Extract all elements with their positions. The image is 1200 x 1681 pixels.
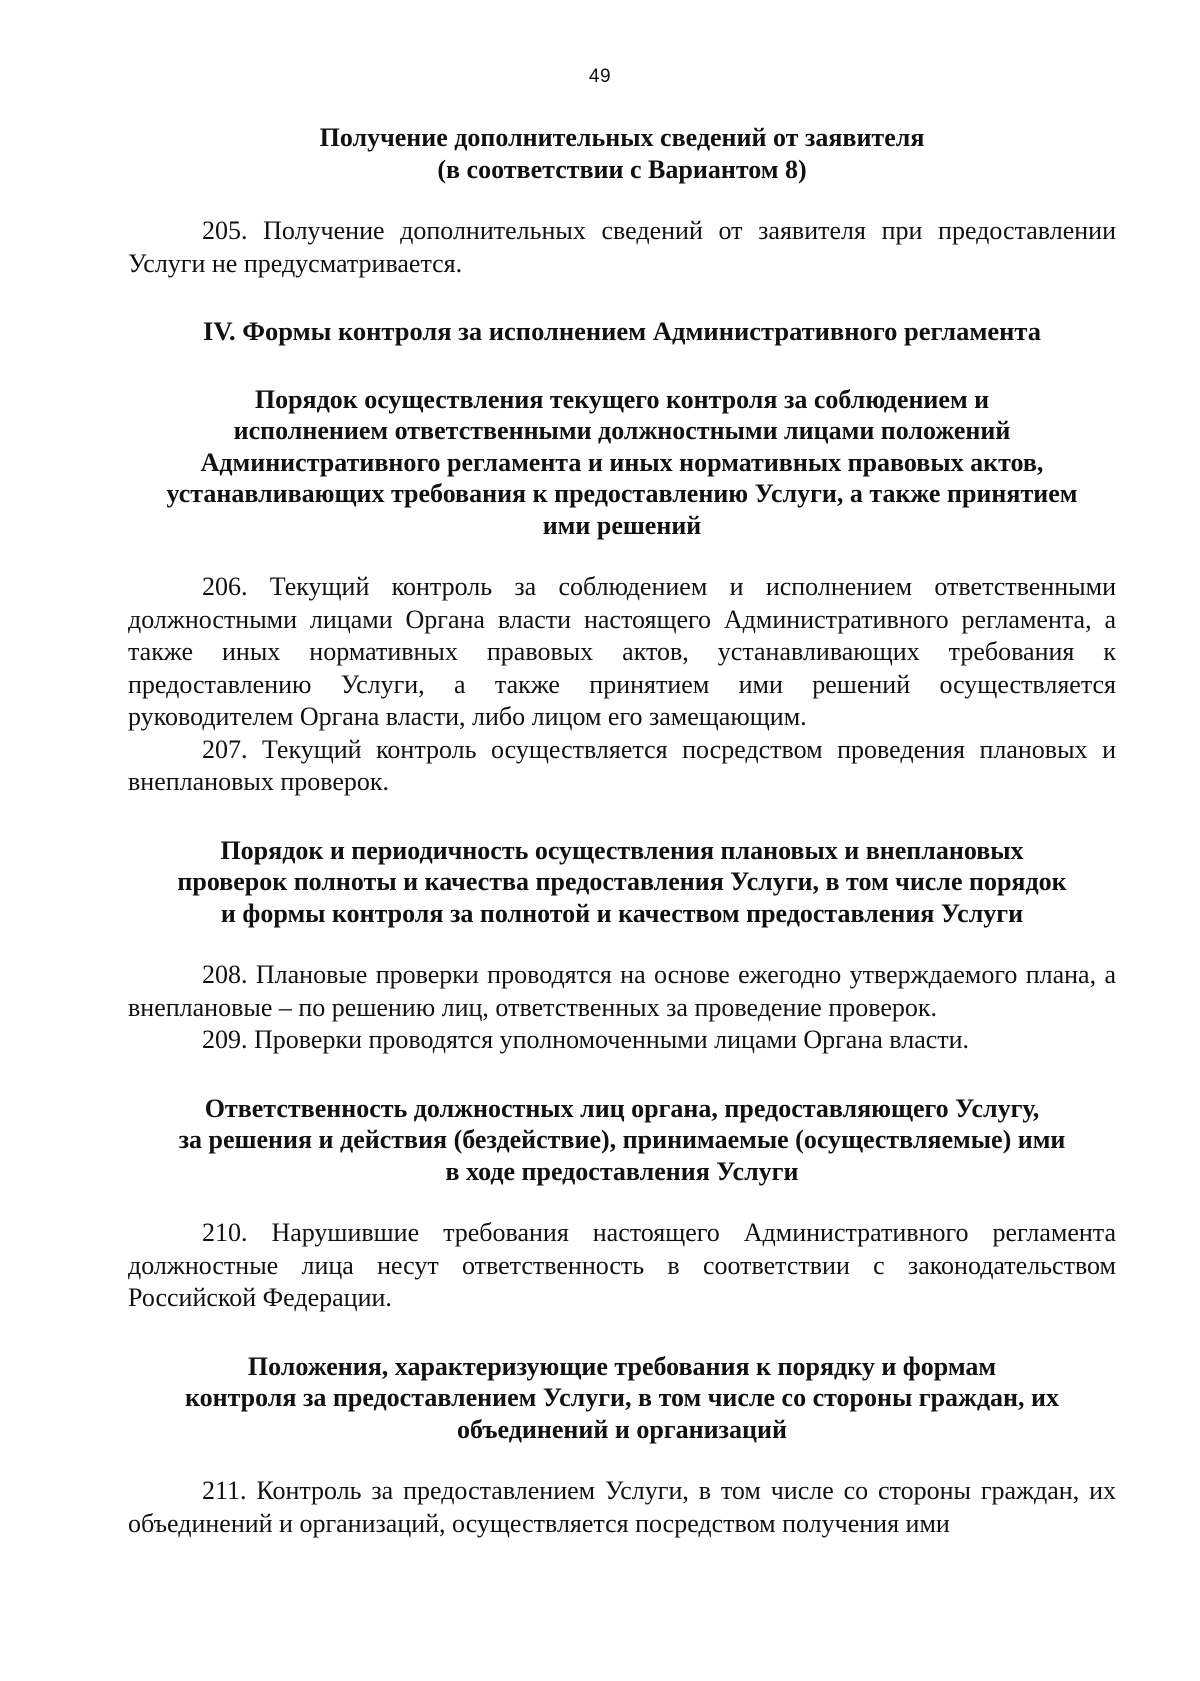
heading-line: проверок полноты и качества предоставления Услуги, в том числе порядок xyxy=(177,867,1067,896)
section-heading-additional-info xyxy=(128,122,1116,185)
heading-line: в ходе предоставления Услуги xyxy=(445,1156,799,1186)
section-heading-current-control xyxy=(128,384,1116,542)
heading-line: и формы контроля за полнотой и качеством предоставления Услуги xyxy=(220,898,1024,928)
paragraph-206: 206. Текущий контроль за соблюдением и исполнением ответственными должностными лицами Органа власти настоящего Административного регламента, а также иных нормативных правовых актов, устанавливающих требования к предоставлению Услуги, а также принятием ими решений осуществляется руководителем Органа власти, либо лицом его замещающим. xyxy=(128,572,1116,731)
heading-line: Ответственность должностных лиц органа, предоставляющего Услугу, xyxy=(204,1093,1040,1123)
paragraph-207: 207. Текущий контроль осуществляется посредством проведения плановых и внеплановых проверок. xyxy=(128,734,1116,796)
heading-line: контроля за предоставлением Услуги, в том числе со стороны граждан, их xyxy=(184,1383,1060,1412)
paragraph-209: 209. Проверки проводятся уполномоченными лицами Органа власти. xyxy=(202,1025,970,1054)
heading-line: Получение дополнительных сведений от заявителя xyxy=(319,123,925,152)
page-number: 49 xyxy=(588,66,612,87)
heading-line: исполнением ответственными должностными лицами положений xyxy=(233,416,1011,445)
heading-line: Административного регламента и иных нормативных правовых актов, xyxy=(200,447,1044,477)
heading-line: Порядок и периодичность осуществления плановых и внеплановых xyxy=(220,835,1024,865)
section-heading-inspections xyxy=(128,835,1116,930)
heading-line: Положения, характеризующие требования к порядку и формам xyxy=(247,1351,997,1381)
heading-line: Порядок осуществления текущего контроля за соблюдением и xyxy=(254,384,990,414)
document-body xyxy=(128,122,1116,1540)
chapter-heading-iv xyxy=(128,316,1116,348)
heading-line: (в соответствии с Вариантом 8) xyxy=(437,154,807,184)
heading-line: IV. Формы контроля за исполнением Административного регламента xyxy=(203,316,1041,346)
heading-line: ими решений xyxy=(542,510,702,540)
paragraph-208: 208. Плановые проверки проводятся на основе ежегодно утверждаемого плана, а внеплановые – по решению лиц, ответственных за проведение проверок. xyxy=(128,960,1116,1022)
section-heading-responsibility xyxy=(128,1093,1116,1188)
section-heading-public-control xyxy=(128,1351,1116,1446)
heading-line: устанавливающих требования к предоставлению Услуги, а также принятием xyxy=(166,479,1078,508)
paragraph-205: 205. Получение дополнительных сведений от заявителя при предоставлении Услуги не предусматривается. xyxy=(128,216,1116,278)
paragraph-211: 211. Контроль за предоставлением Услуги, в том числе со стороны граждан, их объединений и организаций, осуществляется посредством получения ими xyxy=(128,1476,1116,1538)
paragraph-210: 210. Нарушившие требования настоящего Административного регламента должностные лица несут ответственность в соответствии с законодательством Российской Федерации. xyxy=(128,1218,1116,1312)
heading-line: за решения и действия (бездействие), принимаемые (осуществляемые) ими xyxy=(178,1125,1066,1154)
heading-line: объединений и организаций xyxy=(457,1414,787,1444)
